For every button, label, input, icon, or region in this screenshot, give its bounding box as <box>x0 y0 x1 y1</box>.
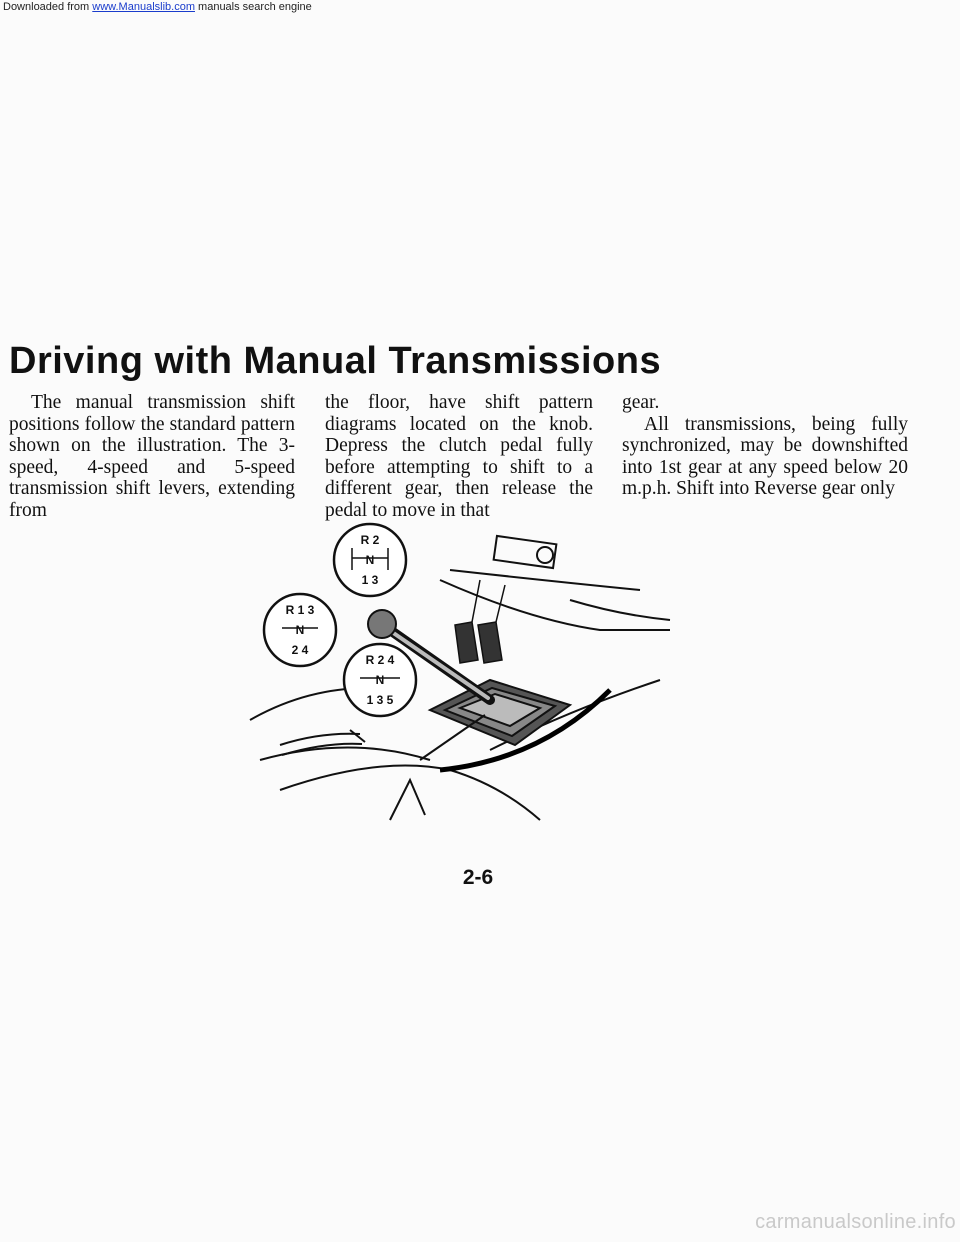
four-speed-top: R 1 3 <box>285 603 315 617</box>
pedals <box>455 580 505 663</box>
three-speed-top: R 2 <box>360 533 380 547</box>
three-speed-neutral: N <box>365 553 375 567</box>
five-speed-neutral: N <box>375 673 385 687</box>
shift-boot <box>420 680 610 770</box>
four-speed-bottom: 2 4 <box>291 643 309 657</box>
header-suffix: manuals search engine <box>194 1 312 13</box>
download-header <box>0 0 960 14</box>
text-column-2 <box>325 392 593 521</box>
five-speed-top: R 2 4 <box>365 653 395 667</box>
radio-icon <box>494 536 557 568</box>
watermark: carmanualsonline.info <box>755 1211 956 1233</box>
header-prefix: Downloaded from <box>3 1 93 13</box>
three-speed-bottom: 1 3 <box>361 573 379 587</box>
text-column-3 <box>622 392 908 500</box>
shift-lever-illustration <box>240 520 700 830</box>
manualslib-link[interactable]: www.Manualslib.com <box>92 1 195 13</box>
five-speed-bottom: 1 3 5 <box>366 693 394 707</box>
text-column-1 <box>9 392 295 521</box>
shift-pattern-five-speed <box>344 644 416 716</box>
parking-brake <box>280 730 365 755</box>
paragraph-end-line: gear. <box>622 392 660 413</box>
paragraph-synchronized: All transmissions, being fully synchronized, may be downshifted into 1st gear at any speed below 20 m.p.h. Shift into Reverse gear only <box>622 413 908 499</box>
paragraph-intro: The manual transmission shift positions follow the standard pattern shown on the illustration. The 3-speed, 4-speed and 5-speed transmission shift levers, extending from <box>9 392 295 521</box>
four-speed-neutral: N <box>295 623 305 637</box>
shift-pattern-four-speed <box>264 594 336 666</box>
paragraph-continued: the floor, have shift pattern diagrams located on the knob. Depress the clutch pedal fully before attempting to shift to a different gear, then release the pedal to move in that <box>325 392 593 521</box>
page-title: Driving with Manual Transmissions <box>9 340 662 382</box>
page-number: 2-6 <box>462 866 494 889</box>
shift-pattern-three-speed <box>334 524 406 596</box>
